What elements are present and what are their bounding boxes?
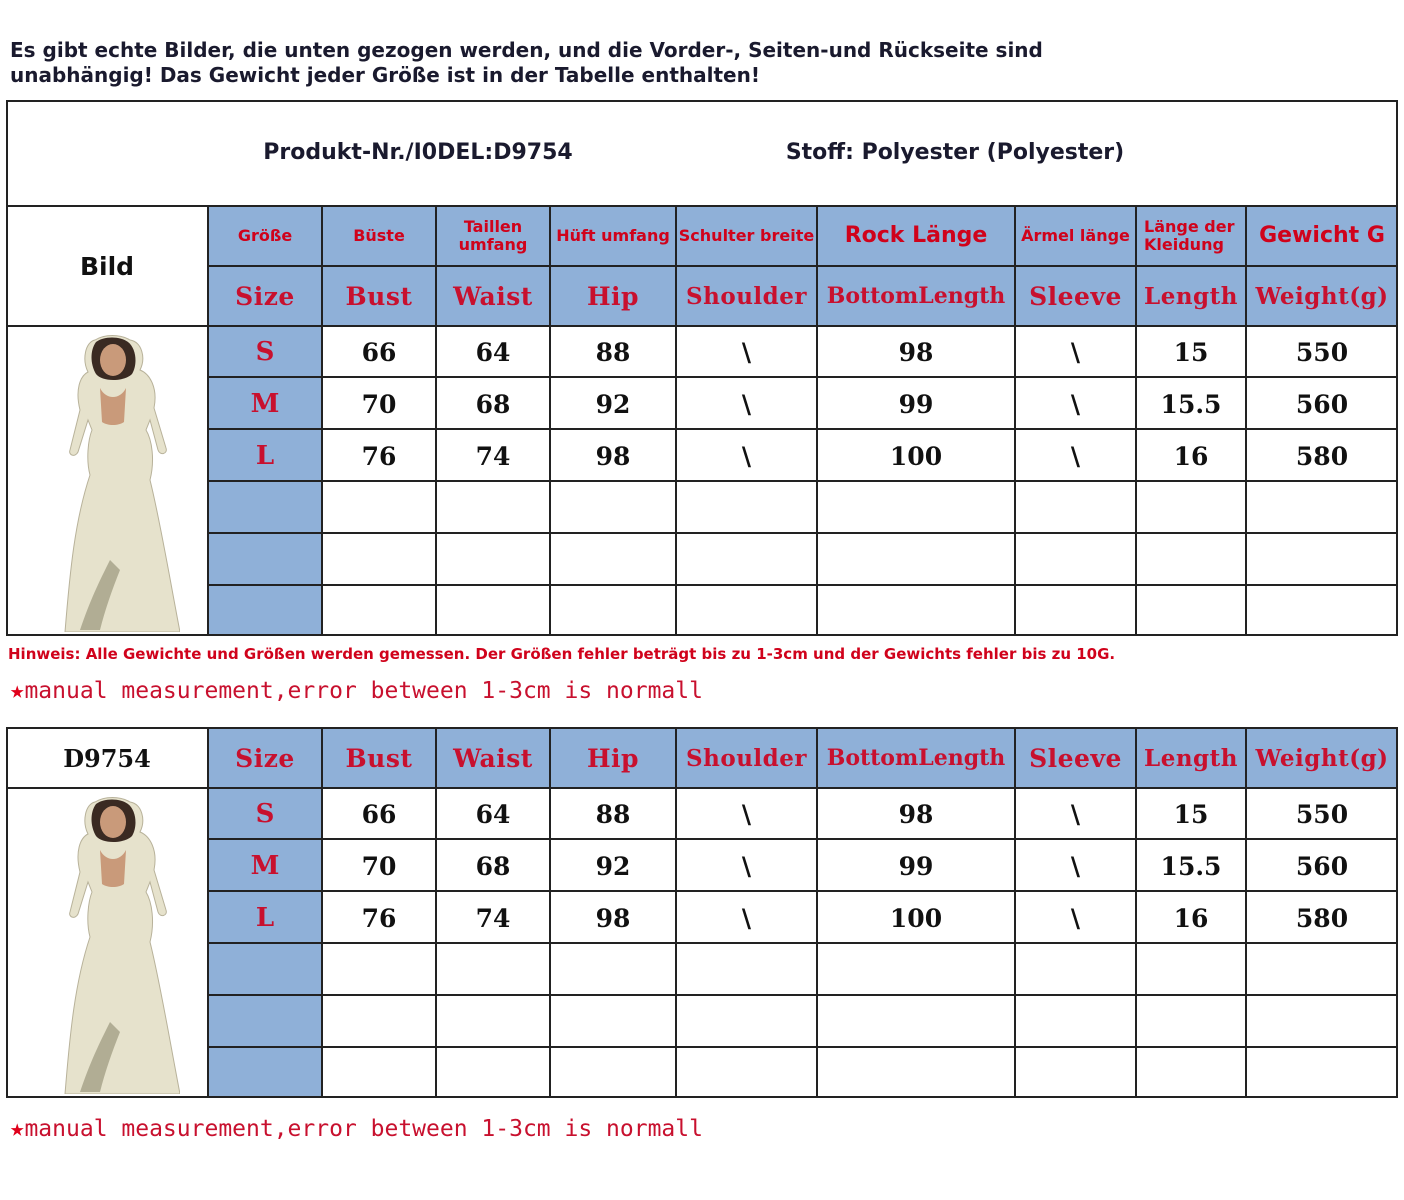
model-number: D9754 xyxy=(63,743,151,773)
measurement-note-text-2: manual measurement,error between 1-3cm is normall xyxy=(24,1116,703,1142)
t2-header-shoulder: Shoulder xyxy=(686,744,807,772)
t2-row-s-shoulder: \ xyxy=(741,799,752,829)
header-de-waist: Taillen umfang xyxy=(458,217,528,254)
t1-row-s-bust: 66 xyxy=(361,337,397,367)
t2-row-s-length: 15 xyxy=(1173,799,1209,829)
t1-row-s-length: 15 xyxy=(1173,337,1209,367)
t1-row-l-waist: 74 xyxy=(475,441,511,471)
t2-header-bust: Bust xyxy=(345,743,413,773)
t2-header-weight: Weight(g) xyxy=(1255,744,1389,772)
intro-text xyxy=(10,38,1110,88)
t2-row-l-length: 16 xyxy=(1173,903,1209,933)
product-number: Produkt-Nr./I0DEL:D9754 xyxy=(263,139,573,165)
t2-row-l-sleeve: \ xyxy=(1070,903,1081,933)
header-de-weight: Gewicht G xyxy=(1259,223,1385,248)
t2-header-waist: Waist xyxy=(453,743,533,773)
t2-row-s-weight: 550 xyxy=(1295,799,1349,829)
t2-row-l-hip: 98 xyxy=(595,903,631,933)
t2-row-s-size: S xyxy=(255,799,275,829)
t2-header-sleeve: Sleeve xyxy=(1029,743,1122,773)
t1-row-l-length: 16 xyxy=(1173,441,1209,471)
hint-text: Hinweis: Alle Gewichte und Größen werden gemessen. Der Größen fehler beträgt bis zu 1-3cm und der Gewichts fehler bis zu 10G. xyxy=(8,645,1116,663)
t1-row-m-weight: 560 xyxy=(1295,389,1349,419)
header-de-length: Länge der Kleidung xyxy=(1144,217,1235,254)
t2-row-m-size: M xyxy=(250,851,280,881)
header-en-length: Length xyxy=(1144,282,1238,310)
t2-row-s-sleeve: \ xyxy=(1070,799,1081,829)
t1-row-l-shoulder: \ xyxy=(741,441,752,471)
t1-row-m-bust: 70 xyxy=(361,389,397,419)
product-photo xyxy=(40,330,180,632)
t1-row-l-sleeve: \ xyxy=(1070,441,1081,471)
t2-row-m-bottom: 99 xyxy=(898,851,934,881)
t2-row-s-bottom: 98 xyxy=(898,799,934,829)
fabric-label: Stoff: Polyester (Polyester) xyxy=(785,139,1125,165)
header-de-bottom: Rock Länge xyxy=(844,223,988,248)
t2-row-m-bust: 70 xyxy=(361,851,397,881)
t1-row-s-sleeve: \ xyxy=(1070,337,1081,367)
header-en-hip: Hip xyxy=(586,281,640,311)
t1-row-m-shoulder: \ xyxy=(741,389,752,419)
measurement-note-2 xyxy=(10,1114,703,1142)
t2-row-s-hip: 88 xyxy=(595,799,631,829)
t2-row-m-weight: 560 xyxy=(1295,851,1349,881)
t1-row-l-hip: 98 xyxy=(595,441,631,471)
t2-row-l-shoulder: \ xyxy=(741,903,752,933)
t2-row-l-weight: 580 xyxy=(1295,903,1349,933)
header-en-sleeve: Sleeve xyxy=(1029,281,1122,311)
t2-row-m-waist: 68 xyxy=(475,851,511,881)
t1-row-m-sleeve: \ xyxy=(1070,389,1081,419)
t1-row-m-hip: 92 xyxy=(595,389,631,419)
measurement-note-text: manual measurement,error between 1-3cm is normall xyxy=(24,678,703,704)
header-de-size: Größe xyxy=(237,226,293,245)
t1-row-m-size: M xyxy=(250,389,280,419)
t2-row-m-sleeve: \ xyxy=(1070,851,1081,881)
intro-line-2: unabhängig! Das Gewicht jeder Größe ist in der Tabelle enthalten! xyxy=(10,63,760,87)
intro-line-1: Es gibt echte Bilder, die unten gezogen werden, und die Vorder-, Seiten-und Rückseite sind xyxy=(10,38,1043,62)
header-en-waist: Waist xyxy=(453,281,533,311)
t1-row-l-size: L xyxy=(255,441,275,471)
t2-row-m-hip: 92 xyxy=(595,851,631,881)
t1-row-s-waist: 64 xyxy=(475,337,511,367)
t2-header-bottom: BottomLength xyxy=(826,745,1006,771)
t1-row-s-size: S xyxy=(255,337,275,367)
t1-row-s-hip: 88 xyxy=(595,337,631,367)
header-de-bust: Büste xyxy=(353,226,405,245)
t1-row-m-waist: 68 xyxy=(475,389,511,419)
header-en-bottom: BottomLength xyxy=(826,283,1006,309)
t2-header-length: Length xyxy=(1144,744,1238,772)
t1-row-s-bottom: 98 xyxy=(898,337,934,367)
t2-row-l-bottom: 100 xyxy=(889,903,943,933)
t2-header-size: Size xyxy=(235,743,295,773)
t1-row-s-shoulder: \ xyxy=(741,337,752,367)
star-icon: ★ xyxy=(10,676,25,704)
header-de-shoulder: Schulter breite xyxy=(678,226,815,245)
t2-row-l-size: L xyxy=(255,903,275,933)
t1-row-l-bust: 76 xyxy=(361,441,397,471)
t2-header-hip: Hip xyxy=(586,743,640,773)
header-en-bust: Bust xyxy=(345,281,413,311)
t1-row-l-weight: 580 xyxy=(1295,441,1349,471)
t1-row-m-length: 15.5 xyxy=(1160,389,1222,419)
header-en-weight: Weight(g) xyxy=(1255,282,1389,310)
t2-row-s-waist: 64 xyxy=(475,799,511,829)
header-en-shoulder: Shoulder xyxy=(686,282,807,310)
header-en-size: Size xyxy=(235,281,295,311)
measurement-note-1 xyxy=(10,676,703,704)
header-de-hip: Hüft umfang xyxy=(556,226,670,245)
t2-row-m-shoulder: \ xyxy=(741,851,752,881)
t2-row-m-length: 15.5 xyxy=(1160,851,1222,881)
t2-row-l-waist: 74 xyxy=(475,903,511,933)
star-icon: ★ xyxy=(10,1114,25,1142)
t1-row-m-bottom: 99 xyxy=(898,389,934,419)
t1-row-l-bottom: 100 xyxy=(889,441,943,471)
header-de-sleeve: Ärmel länge xyxy=(1021,226,1130,245)
product-photo-2 xyxy=(40,792,180,1094)
bild-label: Bild xyxy=(79,251,135,281)
t2-row-l-bust: 76 xyxy=(361,903,397,933)
t2-row-s-bust: 66 xyxy=(361,799,397,829)
t1-row-s-weight: 550 xyxy=(1295,337,1349,367)
